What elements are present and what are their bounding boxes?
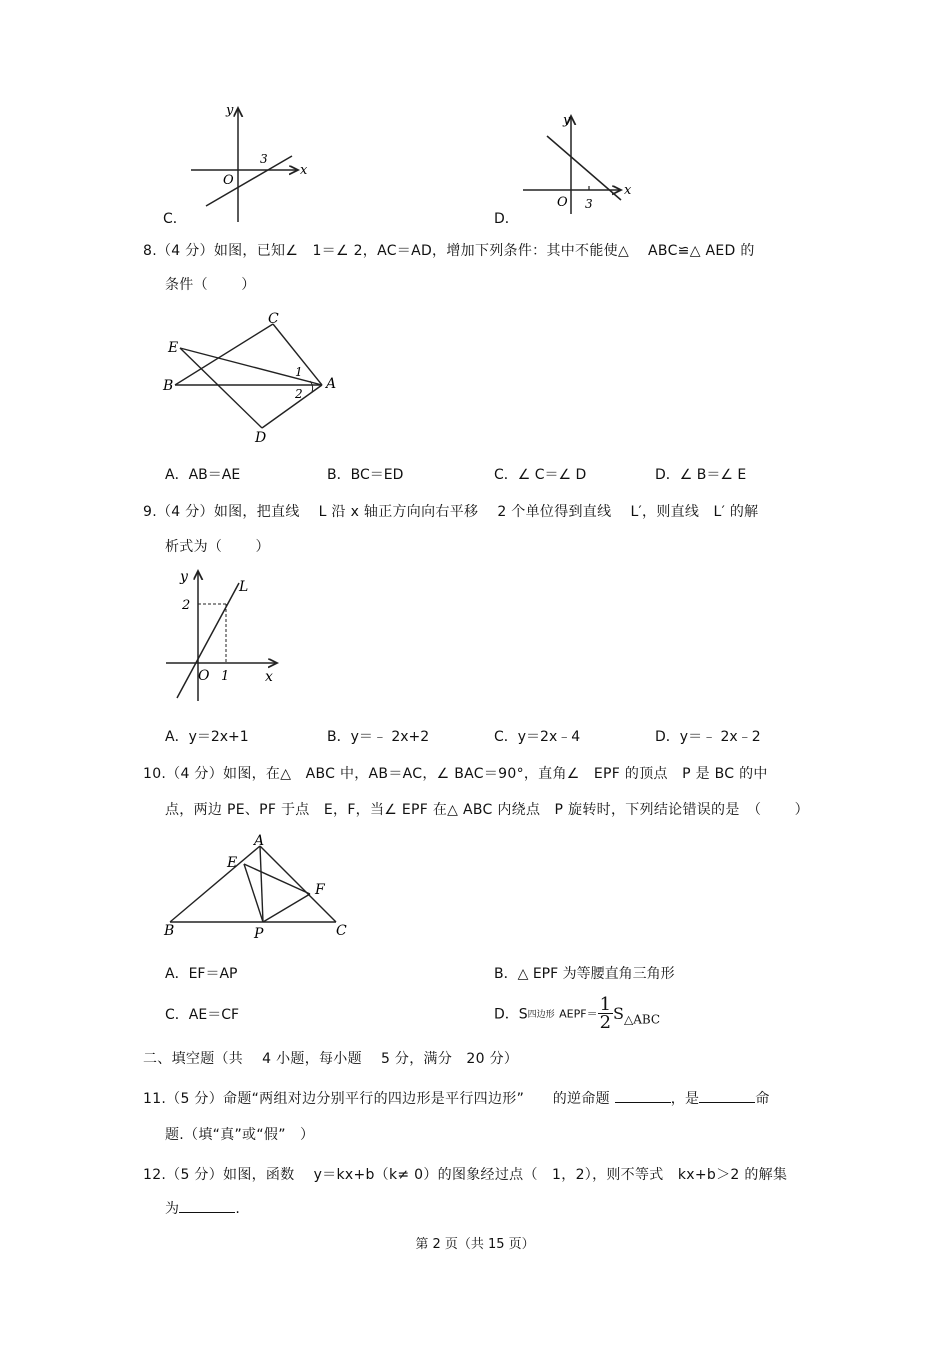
q10-optd-prefix: D．S	[494, 1006, 528, 1023]
q10-optd-mid: AEPF＝	[559, 1007, 598, 1021]
q11-blank1[interactable]	[615, 1090, 671, 1103]
q9-option-b[interactable]: B．y＝﹣ 2x+2	[327, 729, 430, 745]
q8-option-b[interactable]: B．BC＝ED	[327, 467, 404, 483]
q11-part3: 命	[755, 1091, 770, 1107]
q9-xtick-label: 1	[221, 669, 230, 684]
q10-segment-ef	[244, 864, 310, 894]
q10-optd-suffix-sub: △ABC	[624, 1012, 661, 1027]
q9-option-a[interactable]: A．y＝2x+1	[165, 729, 249, 745]
q10-label-a: A	[254, 833, 265, 849]
q9-x-label: x	[265, 669, 273, 685]
q11-blank2[interactable]	[699, 1090, 755, 1103]
section2-heading: 二、填空题（共 4 小题，每小题 5 分，满分 20 分）	[143, 1051, 519, 1067]
q9-stem-line2: 析式为（ ）	[165, 539, 270, 555]
q10-stem-line1: 10.（4 分）如图，在△ ABC 中，AB＝AC，∠ BAC＝90°，直角∠ EPF 的顶点 P 是 BC 的中	[143, 766, 768, 782]
q9-y-label: y	[180, 569, 188, 585]
page-footer: 第 2 页（共 15 页）	[415, 1237, 535, 1252]
q10-option-d[interactable]	[494, 996, 660, 1031]
q10-option-a[interactable]: A．EF＝AP	[165, 966, 238, 982]
q7d-y-label: y	[563, 113, 571, 128]
q9-ytick-label: 2	[182, 598, 191, 613]
q9-stem-line1: 9.（4 分）如图，把直线 L 沿 x 轴正方向向右平移 2 个单位得到直线 L′，则直线 L′ 的解	[143, 504, 759, 520]
q8-option-c[interactable]: C．∠ C＝∠ D	[494, 467, 587, 483]
q10-optd-denominator: 2	[599, 1012, 612, 1033]
q11-part1: 11.（5 分）命题“两组对边分别平行的四边形是平行四边形” 的逆命题	[143, 1091, 610, 1107]
q8-stem-line2: 条件（ ）	[165, 277, 256, 293]
q10-label-f: F	[315, 882, 325, 898]
q8-segment-ed	[180, 348, 262, 428]
q8-option-a[interactable]: A．AB＝AE	[165, 467, 241, 483]
q11-part2: ，是	[670, 1091, 700, 1107]
q7-graph-c	[188, 98, 318, 226]
q10-optd-sub: 四边形	[527, 1010, 555, 1020]
q8-stem-line1: 8.（4 分）如图，已知∠ 1＝∠ 2，AC＝AD，增加下列条件：其中不能使△ ABC≌△ AED 的	[143, 243, 755, 259]
q11-stem-line1	[143, 1088, 770, 1108]
q11-stem-line2: 题.（填“真”或“假” ）	[165, 1127, 315, 1143]
q9-line-label: L	[239, 579, 249, 595]
q12-line2-suffix: .	[235, 1201, 241, 1217]
q12-stem-line2	[165, 1198, 240, 1218]
q9-option-c[interactable]: C．y＝2x﹣4	[494, 729, 581, 745]
q8-segment-da	[262, 385, 322, 428]
q8-option-d[interactable]: D．∠ B＝∠ E	[655, 467, 747, 483]
q10-segment-ab	[170, 846, 260, 922]
q10-optd-numerator: 1	[599, 994, 612, 1015]
q10-figure	[160, 832, 355, 944]
q7c-line	[206, 156, 292, 206]
q10-optd-suffix: S	[613, 1004, 624, 1023]
q9-figure	[162, 563, 287, 703]
q8-angle1-label: 1	[295, 365, 303, 379]
q12-blank[interactable]	[179, 1200, 235, 1213]
q7c-y-label: y	[226, 103, 234, 118]
q7-option-d-label: D．	[494, 211, 519, 227]
q7-option-c-label: C．	[163, 211, 187, 227]
q8-segment-bc	[175, 324, 273, 385]
q9-option-d[interactable]: D．y＝﹣ 2x﹣2	[655, 729, 761, 745]
q8-figure	[160, 308, 350, 450]
q8-label-c: C	[268, 311, 279, 327]
q10-optd-fraction	[598, 996, 613, 1031]
q10-label-p: P	[254, 926, 264, 942]
q10-label-e: E	[227, 855, 238, 871]
q10-option-b[interactable]: B．△ EPF 为等腰直角三角形	[494, 966, 675, 982]
q10-stem-line2: 点，两边 PE、PF 于点 E，F，当∠ EPF 在△ ABC 内绕点 P 旋转时，下列结论错误的是 （ ）	[165, 802, 809, 818]
q7-graph-d	[518, 108, 648, 218]
q8-label-d: D	[255, 430, 267, 446]
q7c-x-label: x	[300, 163, 308, 178]
q10-option-c[interactable]: C．AE＝CF	[165, 1007, 240, 1023]
q10-label-b: B	[164, 923, 175, 939]
q8-label-b: B	[163, 378, 174, 394]
q12-line2-prefix: 为	[165, 1201, 180, 1217]
q7d-x-label: x	[624, 183, 632, 198]
q10-segment-ep	[244, 864, 263, 922]
q8-angle2-label: 2	[295, 387, 303, 401]
q8-label-e: E	[168, 340, 179, 356]
q7c-tick-label: 3	[260, 152, 268, 166]
q10-label-c: C	[336, 923, 347, 939]
q7d-origin-label: O	[557, 195, 568, 210]
q8-label-a: A	[326, 376, 337, 392]
q9-origin-label: O	[198, 668, 210, 684]
q10-segment-pf	[263, 894, 310, 922]
q7c-origin-label: O	[223, 173, 234, 188]
q12-stem-line1: 12.（5 分）如图，函数 y＝kx+b（k≠ 0）的图象经过点（ 1，2），则不等式 kx+b＞2 的解集	[143, 1167, 788, 1183]
q10-segment-ap	[260, 846, 263, 922]
q7d-tick-label: 3	[585, 197, 593, 211]
